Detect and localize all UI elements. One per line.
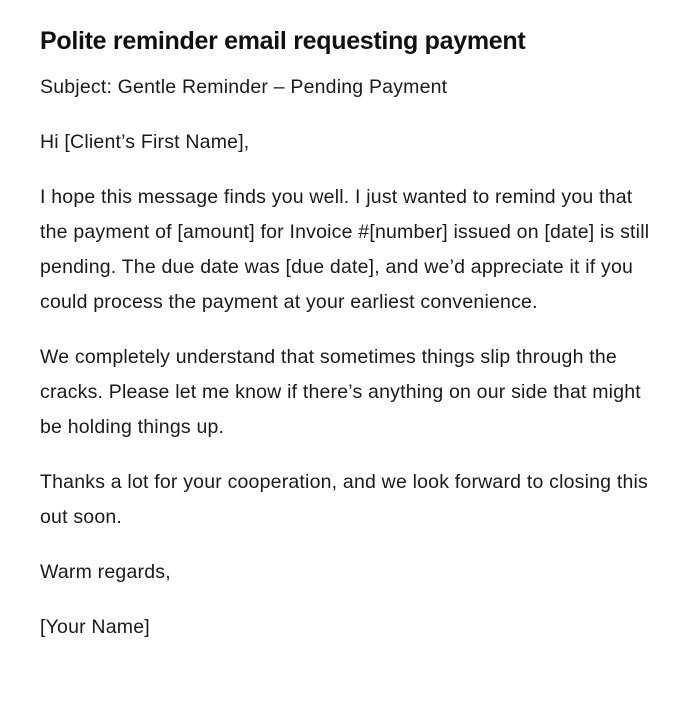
email-paragraph-payment-details: I hope this message finds you well. I just wanted to remind you that the payment of [amount] for Invoice #[number] issued on [date] is still pending. The due date was [due date], and we’d appreciate it if you could process the payment at your earliest convenience. (40, 186, 650, 313)
email-paragraph-understanding: We completely understand that sometimes things slip through the cracks. Please let me know if there’s anything on our side that might be holding things up. (40, 346, 641, 438)
email-paragraph-thanks: Thanks a lot for your cooperation, and we look forward to closing this out soon. (40, 471, 648, 528)
email-greeting: Hi [Client’s First Name], (40, 131, 250, 153)
email-signature: [Your Name] (40, 616, 150, 638)
document-title: Polite reminder email requesting payment (40, 27, 526, 55)
email-closing: Warm regards, (40, 561, 171, 583)
email-template-document (40, 23, 650, 645)
email-subject-line: Subject: Gentle Reminder – Pending Payment (40, 76, 448, 98)
